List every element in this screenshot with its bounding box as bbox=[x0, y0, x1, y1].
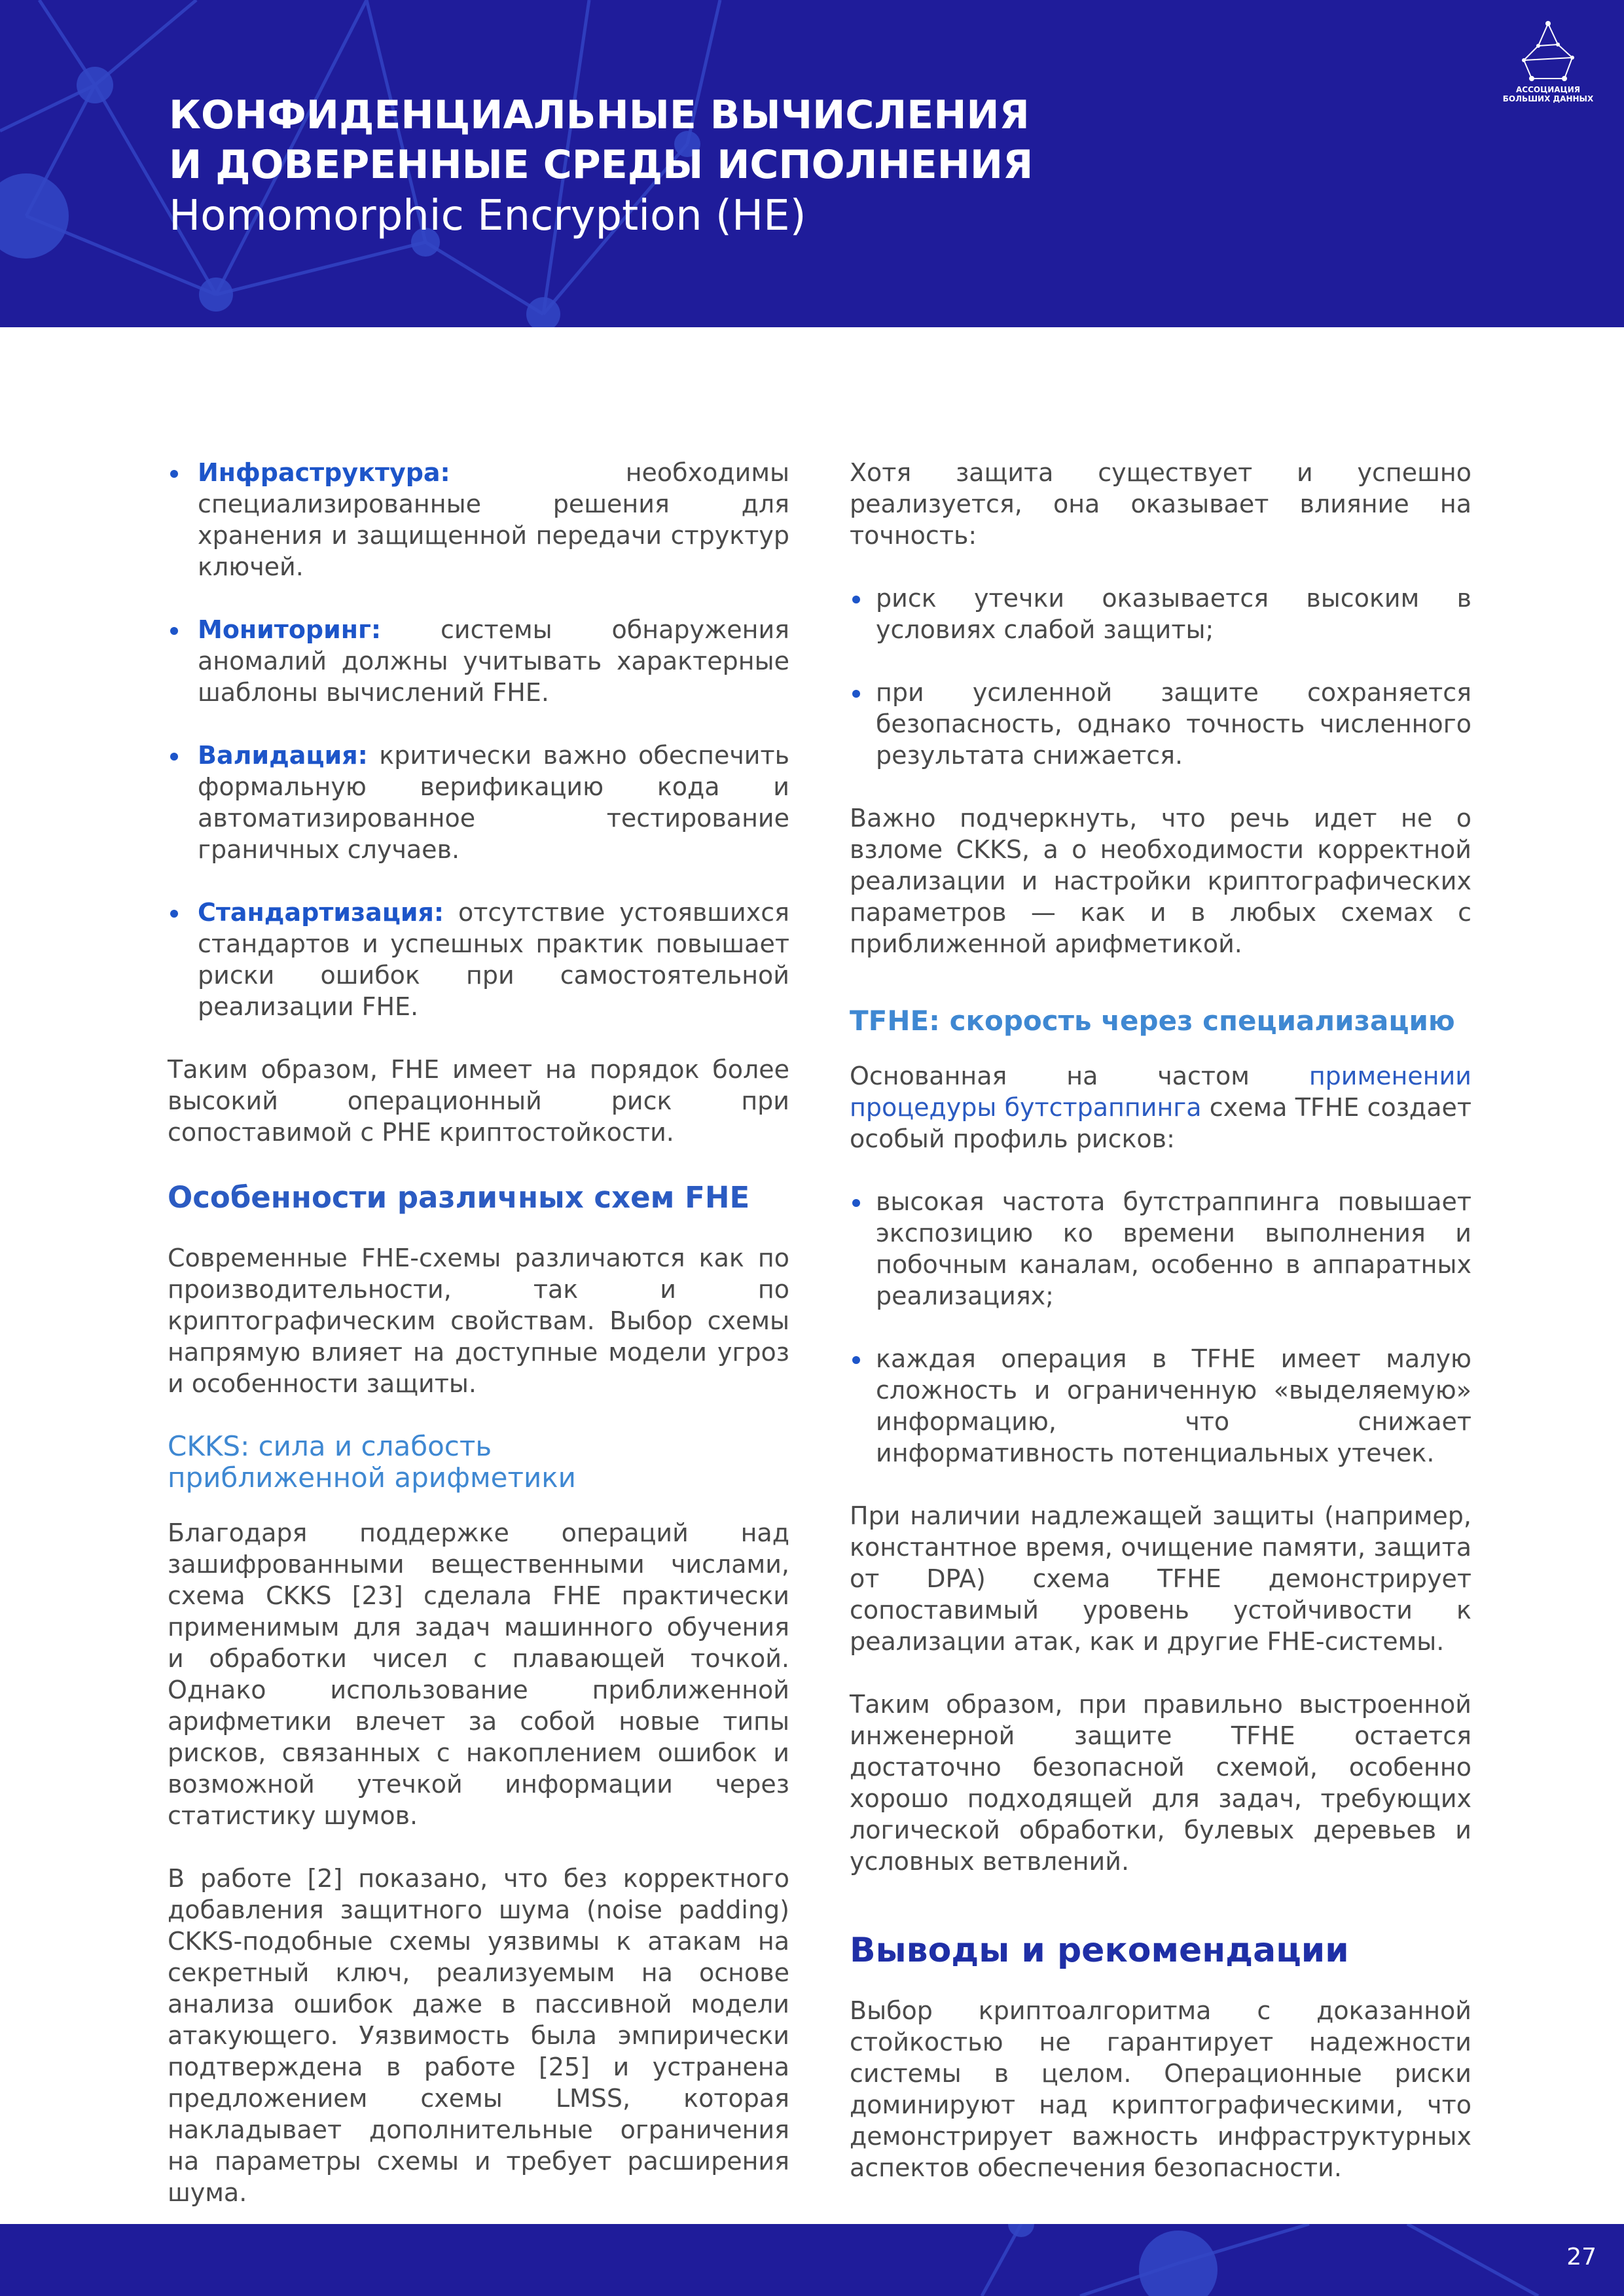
network-decoration bbox=[0, 2224, 1624, 2296]
paragraph: Хотя защита существует и успешно реализуется, она оказывает влияние на точность: bbox=[850, 458, 1471, 550]
page-footer bbox=[0, 2224, 1624, 2296]
page-title bbox=[169, 90, 1033, 242]
bullet-text: отсутствие устоявшихся стандартов и успешных практик повышает риски ошибок при самостоятельной реализации FHE. bbox=[198, 898, 789, 1021]
list-item bbox=[168, 740, 789, 865]
left-column bbox=[168, 457, 789, 2240]
bootstrapping-link[interactable]: применении процедуры бутстраппинга bbox=[850, 1062, 1471, 1122]
bullet-text: критически важно обеспечить формальную верификацию кода и автоматизированное тестирование граничных случаев. bbox=[198, 741, 789, 864]
list-item bbox=[168, 897, 789, 1022]
section-heading-schemes: Особенности различных схем FHE bbox=[168, 1180, 750, 1215]
paragraph-text: схема TFHE создает особый профиль рисков: bbox=[850, 1093, 1471, 1153]
list-item bbox=[168, 614, 789, 708]
bullet-icon bbox=[170, 470, 178, 478]
logo-caption-2: БОЛЬШИХ ДАННЫХ bbox=[1502, 94, 1594, 103]
page-header bbox=[0, 0, 1624, 327]
bullet-text: при усиленной защите сохраняется безопасность, однако точность численного результата снижается. bbox=[876, 678, 1471, 770]
bullet-icon bbox=[170, 753, 178, 761]
paragraph bbox=[850, 1060, 1471, 1155]
bullet-text: необходимы специализированные решения для хранения и защищенной передачи структур ключей. bbox=[198, 458, 789, 581]
title-line-1: КОНФИДЕНЦИАЛЬНЫЕ ВЫЧИСЛЕНИЯ bbox=[169, 92, 1030, 138]
paragraph: При наличии надлежащей защиты (например, константное время, очищение памяти, защита от DPA) схема TFHE демонстрирует сопоставимый уровень устойчивости к реализации атак, как и другие FHE-системы. bbox=[850, 1501, 1471, 1656]
list-item bbox=[850, 1343, 1471, 1469]
association-logo bbox=[1499, 20, 1597, 103]
paragraph: Современные FHE-схемы различаются как по производительности, так и по криптографическим свойствам. Выбор схемы напрямую влияет на доступные модели угроз и особенности защиты. bbox=[168, 1244, 789, 1398]
bullet-text: риск утечки оказывается высоким в условиях слабой защиты; bbox=[876, 584, 1471, 644]
bullet-label: Мониторинг: bbox=[198, 615, 382, 644]
paragraph: Важно подчеркнуть, что речь идет не о взломе CKKS, а о необходимости корректной реализации и настройки криптографических параметров — как и в любых схемах с приближенной арифметикой. bbox=[850, 804, 1471, 958]
bullet-icon bbox=[852, 1199, 860, 1207]
bullet-icon bbox=[852, 596, 860, 603]
list-item bbox=[168, 457, 789, 583]
bullet-label: Стандартизация: bbox=[198, 898, 444, 927]
logo-caption-1: АССОЦИАЦИЯ bbox=[1516, 85, 1580, 94]
paragraph: Таким образом, FHE имеет на порядок более высокий операционный риск при сопоставимой с PHE криптостойкости. bbox=[168, 1055, 789, 1147]
paragraph: Таким образом, при правильно выстроенной инженерной защите TFHE остается достаточно безопасной схемой, особенно хорошо подходящей для задач, требующих логической обработки, булевых деревьев и условных ветвлений. bbox=[850, 1690, 1471, 1876]
bullet-label: Инфраструктура: bbox=[198, 458, 450, 487]
paragraph: Благодаря поддержке операций над зашифрованными вещественными числами, схема CKKS [23] сделала FHE практически применимым для задач машинного обучения и обработки чисел с плавающей точкой. Однако использование приближенной арифметики влечет за собой новые типы рисков, связанных с накоплением ошибок и возможной утечкой информации через статистику шумов. bbox=[168, 1518, 789, 1830]
paragraph: Выбор криптоалгоритма с доказанной стойкостью не гарантирует надежности системы в целом. Операционные риски доминируют над криптографическими, что демонстрирует важность инфраструктурных аспектов обеспечения безопасности. bbox=[850, 1996, 1471, 2182]
subsection-heading-tfhe: TFHE: скорость через специализацию bbox=[850, 1005, 1455, 1037]
bullet-label: Валидация: bbox=[198, 741, 368, 770]
list-item bbox=[850, 583, 1471, 645]
subsection-heading-ckks bbox=[168, 1431, 789, 1494]
bullet-text: высокая частота бутстраппинга повышает экспозицию ко времени выполнения и побочным каналам, особенно в аппаратных реализациях; bbox=[876, 1187, 1471, 1310]
bullet-text: системы обнаружения аномалий должны учитывать характерные шаблоны вычислений FHE. bbox=[198, 615, 789, 707]
bullet-text: каждая операция в TFHE имеет малую сложность и ограниченную «выделяемую» информацию, что снижает информативность потенциальных утечек. bbox=[876, 1344, 1471, 1467]
bullet-icon bbox=[852, 690, 860, 698]
heading-line: приближенной арифметики bbox=[168, 1462, 576, 1494]
constellation-logo-icon bbox=[1512, 20, 1584, 82]
page-number: 27 bbox=[1566, 2244, 1597, 2270]
bullet-icon bbox=[170, 627, 178, 635]
heading-line: CKKS: сила и слабость bbox=[168, 1430, 492, 1462]
title-line-2: И ДОВЕРЕННЫЕ СРЕДЫ ИСПОЛНЕНИЯ bbox=[169, 142, 1034, 188]
right-column bbox=[850, 457, 1471, 2215]
list-item bbox=[850, 677, 1471, 771]
title-subtitle: Homomorphic Encryption (HE) bbox=[169, 192, 806, 240]
paragraph: В работе [2] показано, что без корректного добавления защитного шума (noise padding) CKKS-подобные схемы уязвимы к атакам на секретный ключ, реализуемым на основе анализа ошибок даже в пассивной модели атакующего. Уязвимость была эмпирически подтверждена в работе [25] и устранена предложением схемы LMSS, которая накладывает дополнительные ограничения на параметры схемы и требует расширения шума. bbox=[168, 1864, 789, 2207]
paragraph-text: Основанная на частом bbox=[850, 1062, 1309, 1090]
section-heading-conclusions: Выводы и рекомендации bbox=[850, 1931, 1349, 1970]
list-item bbox=[850, 1186, 1471, 1312]
bullet-icon bbox=[170, 910, 178, 918]
bullet-icon bbox=[852, 1356, 860, 1364]
